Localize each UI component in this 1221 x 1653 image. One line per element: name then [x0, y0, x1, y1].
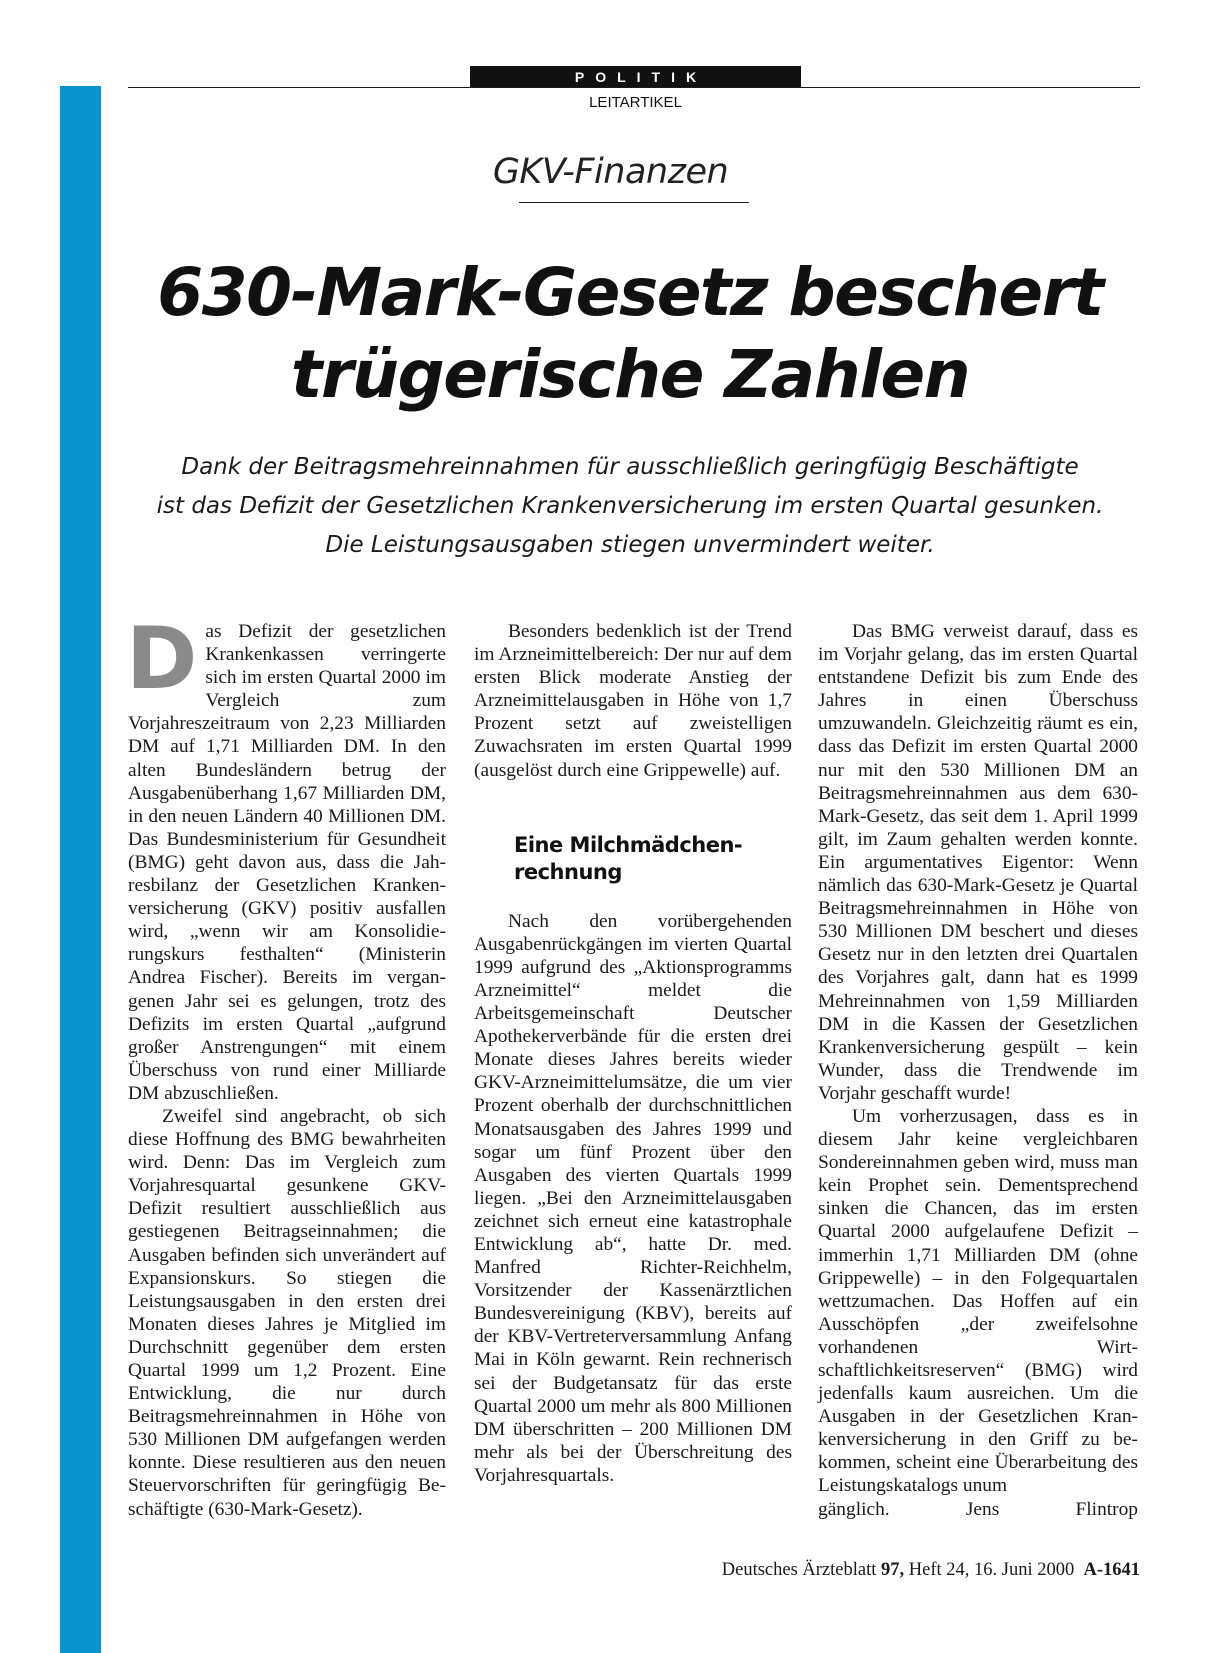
headline-line-2: trügerische Zahlen [290, 336, 970, 413]
article-column-3 [818, 620, 1138, 1521]
paragraph: Besonders bedenklich ist der Trend im Arzneimittelbereich: Der nur auf dem ersten Blick moderate Anstieg der Arzneimittelausgaben in Höhe von 1,7 Prozent setzt auf zweistelligen Zuwachsraten im ersten Quartal 1999 (ausgelöst durch eine Grippewelle) auf. [474, 621, 792, 781]
deck-line-3: Die Leistungsausgaben stiegen unvermindert weiter. [325, 532, 935, 558]
header-rule [128, 87, 1140, 88]
author-line [818, 1498, 1138, 1521]
paragraph: Um vorherzusagen, dass es in diesem Jahr keine vergleichbaren Sondereinnahmen geben wird, muss man kein Prophet sein. Dementsprechend sinken die Chancen, das im ersten Quartal 2000 aufgelaufene Defizit – immerhin 1,71 Milliarden DM (ohne Grippewelle) – in den Folgequartalen wettzumachen. Das Hoffen auf ein Ausschöpfen „der zweifelsohne vorhandenen Wirtschaftlichkeitsreserven“ (BMG) wird jedenfalls kaum ausreichen. Um die Ausgaben in der Gesetzlichen Krankenversicherung in den Griff zu bekommen, scheint eine Überarbeitung des Leistungskatalogs unum [818, 1105, 1138, 1497]
kicker-underline [519, 202, 749, 203]
paragraph: Das BMG verweist darauf, dass es im Vorjahr gelang, das im ersten Quartal entstandene Defizit bis zum Ende des Jahres in einen Überschuss umzuwandeln. Gleichzeitig räumt es ein, dass das Defizit im ersten Quartal 2000 nur mit den 530 Millionen DM an Beitragsmehreinnahmen aus dem 630-Mark-Gesetz, das seit dem 1. April 1999 gilt, im Zaum gehalten werden konnte. Ein argumentatives Eigentor: Wenn nämlich das 630-Mark-Gesetz je Quartal Beitragsmehreinnahmen in Höhe von 530 Millionen DM beschert und dieses Gesetz nur in den letzten drei Quartalen des Vorjahres galt, dann hat es 1999 Mehreinnahmen von 1,59 Milliarden DM in die Kassen der Gesetzlichen Krankenversicherung gespült – kein Wunder, dass die Trendwende im Vorjahr geschafft wurde! [818, 621, 1138, 1104]
drop-cap: D [126, 609, 198, 709]
volume: 97, [881, 1560, 905, 1580]
deck-line-1: Dank der Beitragsmehreinnahmen für ausschließlich geringfügig Beschäftigte [181, 454, 1079, 480]
headline-line-1: 630-Mark-Gesetz beschert [157, 254, 1103, 331]
section-label: POLITIK [574, 69, 708, 85]
section-badge [470, 66, 801, 88]
article-column-2 [474, 620, 792, 1487]
last-word: gänglich. [818, 1498, 890, 1520]
kicker: GKV-Finanzen [492, 152, 729, 192]
side-color-bar [60, 86, 101, 1653]
subsection-label: LEITARTIKEL [589, 94, 682, 111]
subheading: Eine Milchmädchenrechnung [514, 832, 743, 884]
page-number: A-1641 [1083, 1560, 1140, 1580]
paragraph: Nach den vorübergehenden Ausgabenrückgängen im vierten Quartal 1999 aufgrund des „Aktionsprogramms Arzneimittel“ meldet die Arbeitsgemeinschaft Deutscher Apothekerverbände für die ersten drei Monate dieses Jahres bereits wieder GKV-Arzneimittelumsätze, die um vier Prozent oberhalb der durchschnittlichen Monatsausgaben des Jahres 1999 und sogar um fünf Prozent über den Ausgaben des vierten Quartals 1999 liegen. „Bei den Arzneimittelausgaben zeichnet sich erneut eine katastrophale Entwicklung ab“, hatte Dr. med. Manfred Richter-Reichhelm, Vorsitzender der Kassenärztlichen Bundesvereinigung (KBV), bereits auf der KBV-Vertreterversammlung Anfang Mai in Köln gewarnt. Rein rechnerisch sei der Budgetansatz für das erste Quartal 2000 um mehr als 800 Millionen DM überschritten – 200 Millionen DM mehr als bei der Überschreitung des Vorjahresquartals. [474, 910, 792, 1486]
publication-name: Deutsches Ärzteblatt [721, 1560, 877, 1580]
author: Jens Flintrop [965, 1498, 1138, 1520]
article-column-1 [126, 609, 446, 1521]
issue-date: Heft 24, 16. Juni 2000 [908, 1560, 1075, 1580]
page-footer [600, 1560, 1140, 1581]
deck [110, 448, 1150, 565]
paragraph: Zweifel sind angebracht, ob sich diese Hoffnung des BMG bewahrheiten wird. Denn: Das im Vergleich zum Vorjahresquartal gesunkene GKV-Defizit resultiert ausschließlich aus gestiegenen Beitragseinnahmen; die Ausgaben befinden sich unverändert auf Expansionskurs. So stiegen die Leistungsausgaben in den ersten drei Monaten dieses Jahres je Mitglied im Durchschnitt gegenüber dem ersten Quartal 1999 um 1,2 Prozent. Eine Entwicklung, die nur durch Beitragsmehreinnahmen in Höhe von 530 Millionen DM aufgefangen werden konnte. Diese resultieren aus den neuen Steuervorschriften für geringfügig Beschäftigte (630-Mark-Gesetz). [128, 1105, 446, 1520]
headline [120, 252, 1140, 416]
paragraph: as Defizit der gesetzlichen Krankenkassen verringerte sich im ersten Quartal 2000 im Vergleich zum Vorjahreszeitraum von 2,23 Milliarden DM auf 1,71 Milliarden DM. In den alten Bundesländern betrug der Ausgabenüberhang 1,67 Milliarden DM, in den neuen Ländern 40 Millionen DM. Das Bundesministerium für Gesundheit (BMG) geht davon aus, dass die Jahresbilanz der Gesetzlichen Krankenversicherung (GKV) positiv ausfallen wird, „wenn wir am Konsolidierungskurs festhalten“ (Ministerin Andrea Fischer). Bereits im vergangenen Jahr sei es gelungen, trotz des Defizits im ersten Quartal „aufgrund großer Anstrengungen“ mit einem Überschuss von rund einer Milliarde DM abzuschließen. [128, 621, 446, 1104]
deck-line-2: ist das Defizit der Gesetzlichen Krankenversicherung im ersten Quartal gesunken. [156, 493, 1104, 519]
